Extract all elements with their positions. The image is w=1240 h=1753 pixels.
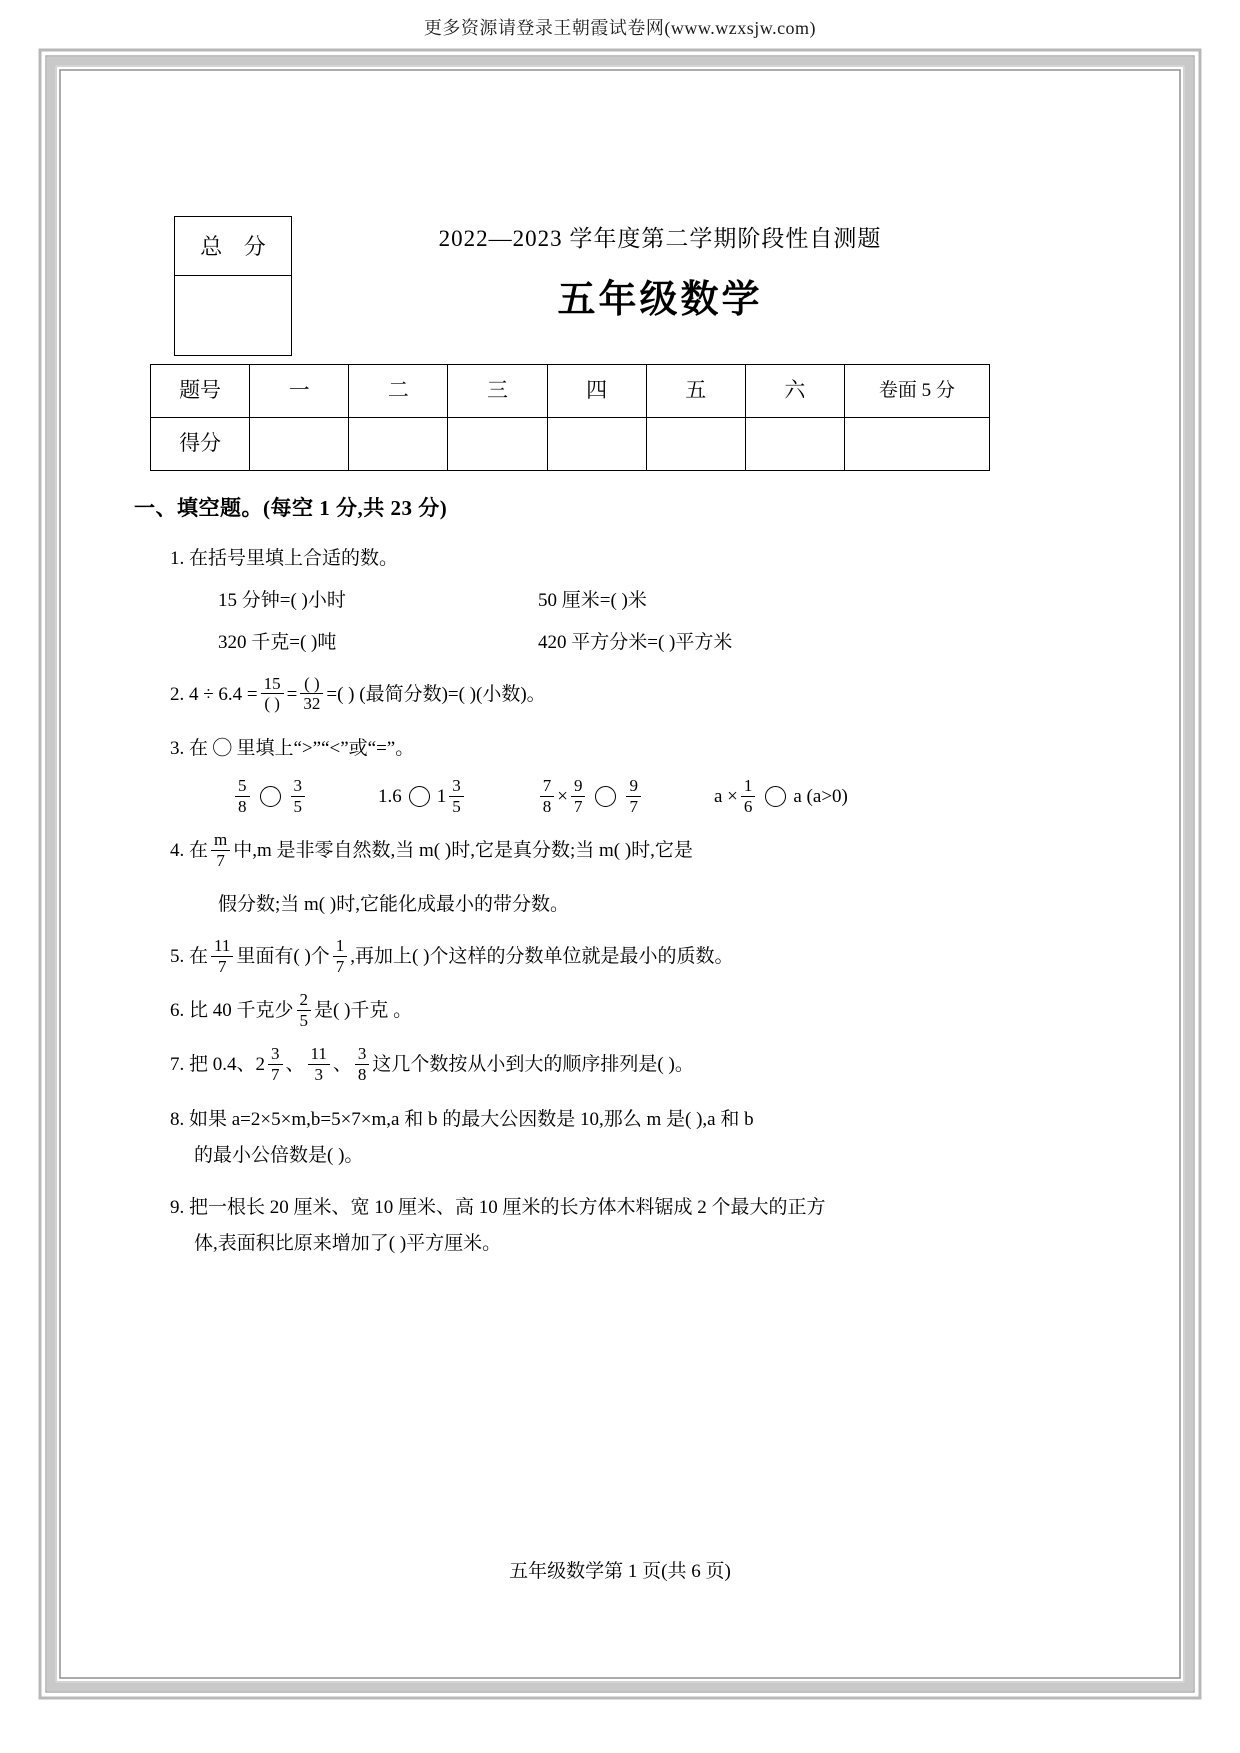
q3-i4-fraction [741, 776, 756, 816]
q3-i3-operator: × [557, 785, 568, 807]
q6-num: 2 [299, 990, 309, 1010]
exam-title: 2022—2023 学年度第二学期阶段性自测题 [438, 226, 882, 251]
col-header-paper-score: 卷面 5 分 [844, 365, 989, 418]
compare-circle-1[interactable] [260, 786, 281, 807]
question-9-line-2: 体,表面积比原来增加了( )平方厘米。 [194, 1232, 502, 1254]
col-header-3: 三 [448, 365, 547, 418]
row-label-question: 题号 [151, 365, 250, 418]
total-score-box [174, 216, 292, 356]
q7-f1-den: 7 [268, 1064, 283, 1085]
col-header-5: 五 [646, 365, 745, 418]
question-1 [170, 541, 990, 661]
question-4-lead: 4. 在 [170, 839, 209, 861]
question-8 [170, 1102, 990, 1174]
col-header-6: 六 [745, 365, 844, 418]
question-6-fraction [297, 990, 312, 1030]
q5-f1-num: 11 [214, 936, 231, 956]
total-score-label: 总 分 [175, 217, 291, 276]
question-7-sep-2: 、 [332, 1054, 352, 1076]
q3-i4-left-expr: a × [713, 785, 738, 807]
q5-f2-den: 7 [333, 956, 348, 977]
col-header-2: 二 [349, 365, 448, 418]
question-1-row-1 [218, 583, 990, 619]
q3-i3-mid-fraction [571, 776, 586, 816]
question-2-fraction-2 [300, 674, 323, 714]
question-2-lead: 2. 4 ÷ 6.4 = [170, 683, 258, 705]
question-4-fraction [211, 830, 230, 870]
question-3-text: 3. 在 ◯ 里填上“>”“<”或“=”。 [170, 737, 415, 759]
score-table [150, 364, 990, 471]
score-cell-4[interactable] [547, 418, 646, 471]
q3-i3-left-fraction [540, 776, 555, 816]
question-5-fraction-2 [333, 936, 348, 976]
score-cell-6[interactable] [745, 418, 844, 471]
question-3-item-4 [714, 777, 848, 817]
score-cell-2[interactable] [349, 418, 448, 471]
total-score-blank[interactable] [175, 276, 291, 356]
question-4-text-1: 中,m 是非零自然数,当 m( )时,它是真分数;当 m( )时,它是 [233, 839, 693, 861]
question-2 [170, 675, 990, 715]
q3-i1-right-num: 3 [293, 775, 302, 795]
question-5-lead: 5. 在 [170, 946, 209, 968]
q7-f3-num: 3 [357, 1044, 367, 1064]
question-9-line-1: 9. 把一根长 20 厘米、宽 10 厘米、高 10 厘米的长方体木料锯成 2 个最大的正方 [170, 1196, 826, 1218]
q3-i3-mid-num: 9 [573, 775, 583, 795]
question-5-fraction-1 [211, 936, 233, 976]
question-4-line-2: 假分数;当 m( )时,它能化成最小的带分数。 [218, 894, 569, 916]
question-5 [170, 937, 990, 977]
q5-f2-num: 1 [335, 936, 345, 956]
q3-i2-left-value: 1.6 [378, 785, 402, 807]
watermark-text: 更多资源请登录王朝霞试卷网(www.wzxsjw.com) [423, 18, 817, 38]
q3-i2-right-fraction [449, 776, 464, 816]
q3-i4-den: 6 [741, 796, 756, 817]
question-1-item-1: 15 分钟=( )小时 [218, 589, 346, 611]
q3-i2-whole: 1 [436, 785, 447, 807]
q2-f1-denominator: ( ) [261, 693, 284, 714]
question-3-item-2 [378, 777, 467, 817]
question-5-mid-1: 里面有( )个 [236, 946, 330, 968]
q3-i3-mid-den: 7 [571, 796, 586, 817]
question-2-fraction-1 [261, 674, 284, 714]
table-row-scores [151, 418, 990, 471]
q3-i1-right-den: 5 [291, 796, 306, 817]
question-6 [170, 991, 990, 1031]
question-7-tail: 这几个数按从小到大的顺序排列是( )。 [372, 1054, 694, 1076]
q2-f1-numerator: 15 [263, 673, 281, 693]
question-6-lead: 6. 比 40 千克少 [170, 1000, 294, 1022]
question-7-fraction-1 [268, 1044, 283, 1084]
q3-i1-right-fraction [291, 776, 306, 816]
question-3 [170, 731, 990, 817]
q3-i4-right-expr: a (a>0) [793, 785, 848, 807]
compare-circle-2[interactable] [409, 786, 430, 807]
question-8-line-1: 8. 如果 a=2×5×m,b=5×7×m,a 和 b 的最大公因数是 10,那么 m 是( ),a 和 b [170, 1108, 754, 1130]
question-5-mid-2: ,再加上( )个这样的分数单位就是最小的质数。 [350, 946, 734, 968]
score-cell-paper[interactable] [844, 418, 989, 471]
question-3-item-1 [232, 777, 308, 817]
q3-i3-left-den: 8 [540, 796, 555, 817]
q3-i2-right-num: 3 [452, 775, 461, 795]
compare-circle-3[interactable] [595, 786, 616, 807]
question-7-fraction-2 [308, 1044, 330, 1084]
question-7-fraction-3 [355, 1044, 370, 1084]
question-1-row-2 [218, 625, 990, 661]
question-3-item-3 [537, 777, 644, 817]
question-9 [170, 1190, 990, 1262]
q3-i3-right-fraction [626, 776, 641, 816]
score-cell-3[interactable] [448, 418, 547, 471]
col-header-1: 一 [250, 365, 349, 418]
col-header-4: 四 [547, 365, 646, 418]
question-7-lead: 7. 把 0.4、2 [170, 1054, 266, 1076]
q3-i2-right-den: 5 [449, 796, 464, 817]
q3-i4-num: 1 [743, 775, 753, 795]
q5-f1-den: 7 [211, 956, 233, 977]
question-1-text: 1. 在括号里填上合适的数。 [170, 547, 399, 569]
q7-f3-den: 8 [355, 1064, 370, 1085]
question-1-item-3: 320 千克=( )吨 [218, 631, 337, 653]
exam-header [150, 196, 990, 346]
q7-f2-den: 3 [308, 1064, 330, 1085]
q4-numerator: m [214, 830, 228, 850]
q6-den: 5 [297, 1010, 312, 1031]
q7-f1-num: 3 [271, 1044, 280, 1064]
score-cell-5[interactable] [646, 418, 745, 471]
question-2-equals-1: = [286, 683, 298, 705]
q7-f2-num: 11 [310, 1044, 327, 1064]
question-7 [170, 1045, 990, 1085]
question-8-line-2: 的最小公倍数是( )。 [194, 1144, 364, 1166]
q3-i1-left-den: 8 [235, 796, 250, 817]
question-3-items [232, 777, 990, 817]
q3-i3-right-den: 7 [626, 796, 641, 817]
question-1-item-2: 50 厘米=( )米 [538, 589, 647, 611]
q3-i3-left-num: 7 [542, 775, 552, 795]
table-row-question-numbers [151, 365, 990, 418]
question-2-tail: =( ) (最简分数)=( )(小数)。 [326, 683, 546, 705]
question-1-item-4: 420 平方分米=( )平方米 [538, 631, 733, 653]
question-7-sep-1: 、 [285, 1054, 305, 1076]
exam-content [134, 196, 990, 1262]
q3-i3-right-num: 9 [629, 775, 638, 795]
compare-circle-4[interactable] [765, 786, 786, 807]
section-1-title: 一、填空题。(每空 1 分,共 23 分) [134, 496, 448, 520]
page-footer: 五年级数学第 1 页(共 6 页) [509, 1561, 731, 1582]
q4-denominator: 7 [211, 850, 230, 871]
q2-f2-numerator: ( ) [304, 673, 320, 693]
question-4-line-1 [170, 831, 990, 871]
q3-i1-left-num: 5 [238, 775, 247, 795]
score-cell-1[interactable] [250, 418, 349, 471]
q3-i1-left-fraction [235, 776, 250, 816]
row-label-score: 得分 [151, 418, 250, 471]
q2-f2-denominator: 32 [300, 693, 323, 714]
question-6-tail: 是( )千克 。 [314, 1000, 413, 1022]
subject-title: 五年级数学 [557, 279, 763, 321]
